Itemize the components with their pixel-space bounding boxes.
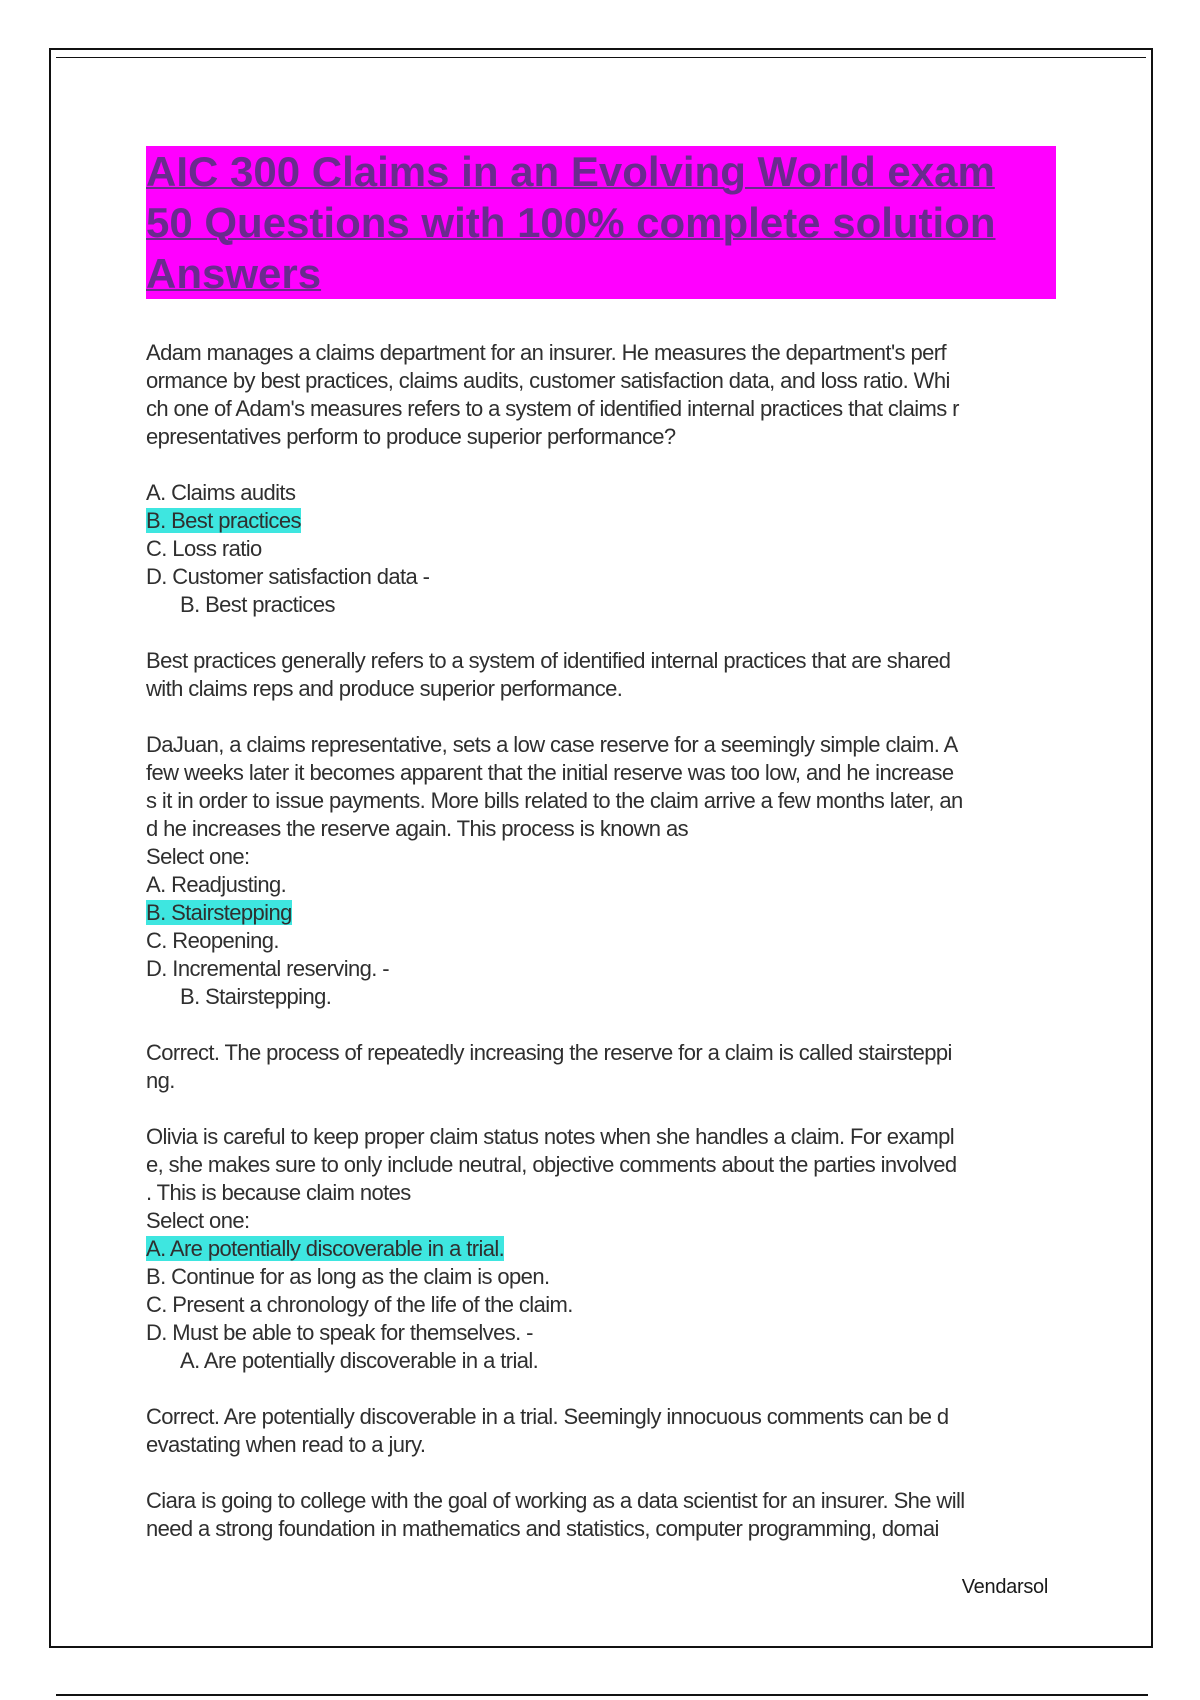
answer: B. Best practices [180, 592, 335, 617]
option-correct: A. Are potentially discoverable in a trial. [146, 1236, 505, 1261]
option: C. Loss ratio [146, 536, 262, 561]
question-1-options [146, 479, 1056, 619]
footer-brand: Vendarsol [961, 1576, 1048, 1598]
page-top-rule [56, 57, 1146, 58]
title-line: Answers [146, 248, 1056, 299]
question-1-text: Adam manages a claims department for an insurer. He measures the department's perf ormance by best practices, claims audits, customer satisfaction data, and loss ratio. Whi ch one of Adam's measures refers to a system of identified internal practices that claims r epresentatives perform to produce superior performance? [146, 340, 959, 449]
question-2-explanation: Correct. The process of repeatedly increasing the reserve for a claim is called stairsteppi ng. [146, 1040, 952, 1093]
option: C. Reopening. [146, 928, 279, 953]
title-line: AIC 300 Claims in an Evolving World exam [146, 146, 1056, 197]
answer: B. Stairstepping. [180, 984, 332, 1009]
option: A. Claims audits [146, 480, 296, 505]
question-2-block: DaJuan, a claims representative, sets a low case reserve for a seemingly simple claim. A few weeks later it becomes apparent that the initial reserve was too low, and he increase s it in order to issue payments. More bills related to the claim arrive a few months later, an d he increases the reserve again. This process is known as Select one: A. Readjusting. B. Stairstepping C. Reopening. D. Incremental reserving. - B. Stairstepping. [146, 731, 1056, 1011]
option: D. Customer satisfaction data - [146, 564, 430, 589]
document-content [146, 146, 1056, 1571]
option: D. Incremental reserving. - [146, 956, 389, 981]
option: A. Readjusting. [146, 872, 287, 897]
question-3-block: Olivia is careful to keep proper claim status notes when she handles a claim. For exampl e, she makes sure to only include neutral, objective comments about the parties involved . This is because claim notes Select one: A. Are potentially discoverable in a trial. B. Continue for as long as the claim is open. C. Present a chronology of the life of the claim. D. Must be able to speak for themselves. - A. Are potentially discoverable in a trial. [146, 1123, 1056, 1375]
page-bottom-rule [56, 1694, 1148, 1696]
option: C. Present a chronology of the life of the claim. [146, 1292, 573, 1317]
option: D. Must be able to speak for themselves. - [146, 1320, 533, 1345]
document-title [146, 146, 1056, 299]
question-1-explanation: Best practices generally refers to a system of identified internal practices that are shared with claims reps and produce superior performance. [146, 648, 951, 701]
select-one-label: Select one: [146, 1208, 250, 1233]
option-correct: B. Stairstepping [146, 900, 292, 925]
question-3-explanation: Correct. Are potentially discoverable in a trial. Seemingly innocuous comments can be d evastating when read to a jury. [146, 1404, 949, 1457]
option: B. Continue for as long as the claim is open. [146, 1264, 550, 1289]
answer: A. Are potentially discoverable in a trial. [180, 1348, 539, 1373]
option-correct: B. Best practices [146, 508, 301, 533]
question-4-text: Ciara is going to college with the goal of working as a data scientist for an insurer. She will need a strong foundation in mathematics and statistics, computer programming, domai [146, 1488, 965, 1541]
title-line: 50 Questions with 100% complete solution [146, 197, 1056, 248]
select-one-label: Select one: [146, 844, 250, 869]
